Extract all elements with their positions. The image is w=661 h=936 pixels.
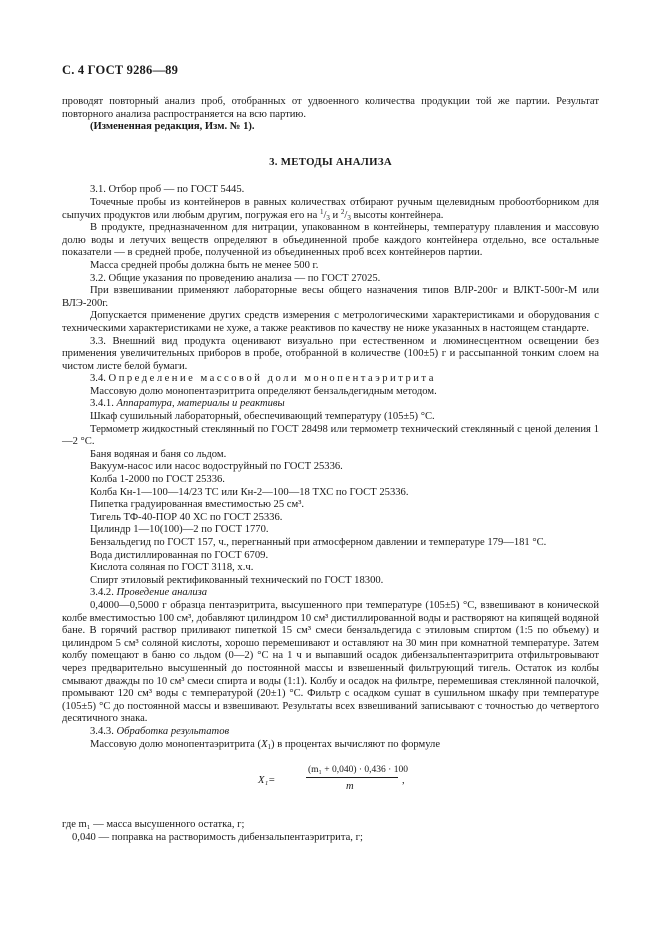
formula-numerator: (m₁ + 0,040) · 0,436 · 100 bbox=[308, 765, 408, 776]
equipment-item: Баня водяная и баня со льдом. bbox=[90, 448, 227, 460]
clause-3-1: 3.1. Отбор проб — по ГОСТ 5445. bbox=[90, 184, 245, 196]
sampling-paragraph: Точечные пробы из контейнеров в равных количествах отбирают ручным щелевидным пробоотборником для сыпучих продуктов или любым другим, погружая его на $^1/_3$ и $^2/_3$ высоты контейнера. bbox=[62, 196, 599, 222]
procedure-paragraph: 0,4000—0,5000 г образца пентаэритрита, высушенного при температуре (105±5) °С, взвешивают в конической колбе вместимостью 100 см³, добавляют цилиндром 10 см³ дистиллированной воды и растворяют на кипящей водяной бане. В горячий раствор приливают пипеткой 15 см³ смеси бензальдегида с этиловым спиртом (1:5 по объему) и цилиндром 5 см³ соляной кислоты, хорошо перемешивают и оставляют на 30 мин при комнатной температуре. Затем колбу помещают в баню со льдом (0—2) °С на 1 ч и выпавший осадок дибензальпентаэритрита отфильтровывают через предварительно высушенный до постоянной массы и взвешенный фильтрующий тигель. Остаток из колбы смывают дважды по 10 см³ смеси спирта и воды (1:1). Колбу и осадок на фильтре, перемешивая стеклянной палочкой, промывают 120 см³ воды с температурой (20±1) °С. Фильтр с осадком сушат в сушильном шкафу при температуре (105±5) °С до постоянной массы и взвешивают. Результаты всех взвешиваний записывают с точностью до четвертого десятичного знака. bbox=[62, 599, 599, 725]
equipment-item: Вода дистиллированная по ГОСТ 6709. bbox=[90, 549, 269, 561]
balances-paragraph: При взвешивании применяют лабораторные весы общего назначения типов ВЛР-200г и ВЛКТ-500г-М или ВЛЭ-200г. bbox=[62, 285, 599, 309]
equipment-item: Термометр жидкостный стеклянный по ГОСТ 28498 или термометр технический стеклянный с ценой деления 1—2 °С. bbox=[62, 423, 599, 448]
formula-intro: Массовую долю монопентаэритрита $(X_1)$ в процентах вычисляют по формуле bbox=[90, 738, 441, 751]
section-title: 3. МЕТОДЫ АНАЛИЗА bbox=[269, 155, 392, 168]
equipment-item: Спирт этиловый ректификованный технический по ГОСТ 18300. bbox=[90, 574, 384, 586]
formula-lhs: X₁= bbox=[258, 775, 276, 787]
where-item: 0,040 — поправка на растворимость дибензальпентаэритрита, г; bbox=[72, 831, 363, 843]
formula-comma: , bbox=[402, 775, 405, 787]
formula-denominator: m bbox=[346, 781, 354, 793]
clause-3-2: 3.2. Общие указания по проведению анализа — по ГОСТ 27025. bbox=[90, 272, 381, 284]
equipment-item: Вакуум-насос или насос водоструйный по ГОСТ 25336. bbox=[90, 461, 343, 473]
nitration-paragraph: В продукте, предназначенном для нитрации, упакованном в контейнеры, температуру плавления и массовую долю воды и летучих веществ определяют в объединенной пробе каждого контейнера отдельно, все остальные показатели — в средней пробе, полученной из объединенных проб всех контейнеров партии. bbox=[62, 222, 599, 259]
clause-3-4: 3.4. Определение массовой доли монопентаэритрита bbox=[90, 373, 436, 385]
document-body bbox=[62, 96, 599, 844]
equipment-item: Бензальдегид по ГОСТ 157, ч., перегнанный при атмосферном давлении и температуре 179—181 °С. bbox=[90, 537, 547, 548]
mass-paragraph: Масса средней пробы должна быть не менее 500 г. bbox=[90, 259, 319, 271]
where-item: где m₁ — масса высушенного остатка, г; bbox=[62, 819, 245, 831]
equipment-item: Кислота соляная по ГОСТ 3118, х.ч. bbox=[90, 562, 254, 574]
equipment-item: Пипетка градуированная вместимостью 25 см³. bbox=[90, 499, 305, 511]
equipment-list bbox=[62, 411, 599, 587]
edition-note: (Измененная редакция, Изм. № 1). bbox=[90, 121, 255, 133]
other-means-paragraph: Допускается применение других средств измерения с метрологическими характеристиками и оборудования с техническими характеристиками не хуже, а также реактивов по качеству не ниже указанных в настоящем стандарте. bbox=[62, 310, 599, 334]
intro-paragraph: проводят повторный анализ проб, отобранных от удвоенного количества продукции той же партии. Результат повторного анализа распространяется на всю партию. bbox=[62, 96, 599, 120]
clause-3-4-3: 3.4.3. Обработка результатов bbox=[90, 725, 230, 737]
equipment-item: Шкаф сушильный лабораторный, обеспечивающий температуру (105±5) °С. bbox=[90, 411, 435, 423]
equipment-item: Колба 1-2000 по ГОСТ 25336. bbox=[90, 474, 225, 486]
page-header: С. 4 ГОСТ 9286—89 bbox=[62, 63, 179, 77]
equipment-item: Цилиндр 1—10(100)—2 по ГОСТ 1770. bbox=[90, 524, 269, 536]
clause-3-3: 3.3. Внешний вид продукта оценивают визуально при естественном и люминесцентном освещении без применения увеличительных приборов в пробе, отобранной в количестве (100±5) г и рассыпанной тонким слоем на чистом листе белой бумаги. bbox=[62, 335, 599, 372]
clause-3-4-2: 3.4.2. Проведение анализа bbox=[90, 587, 208, 599]
equipment-item: Тигель ТФ-40-ПОР 40 ХС по ГОСТ 25336. bbox=[90, 511, 283, 523]
formula bbox=[62, 761, 599, 805]
equipment-item: Колба Кн-1—100—14/23 ТС или Кн-2—100—18 ТХС по ГОСТ 25336. bbox=[90, 486, 409, 498]
clause-3-4-1: 3.4.1. Аппаратура, материалы и реактивы bbox=[90, 398, 285, 410]
fraction-bar bbox=[306, 777, 398, 778]
clause-3-4-text: Массовую долю монопентаэритрита определяют бензальдегидным методом. bbox=[90, 385, 437, 397]
